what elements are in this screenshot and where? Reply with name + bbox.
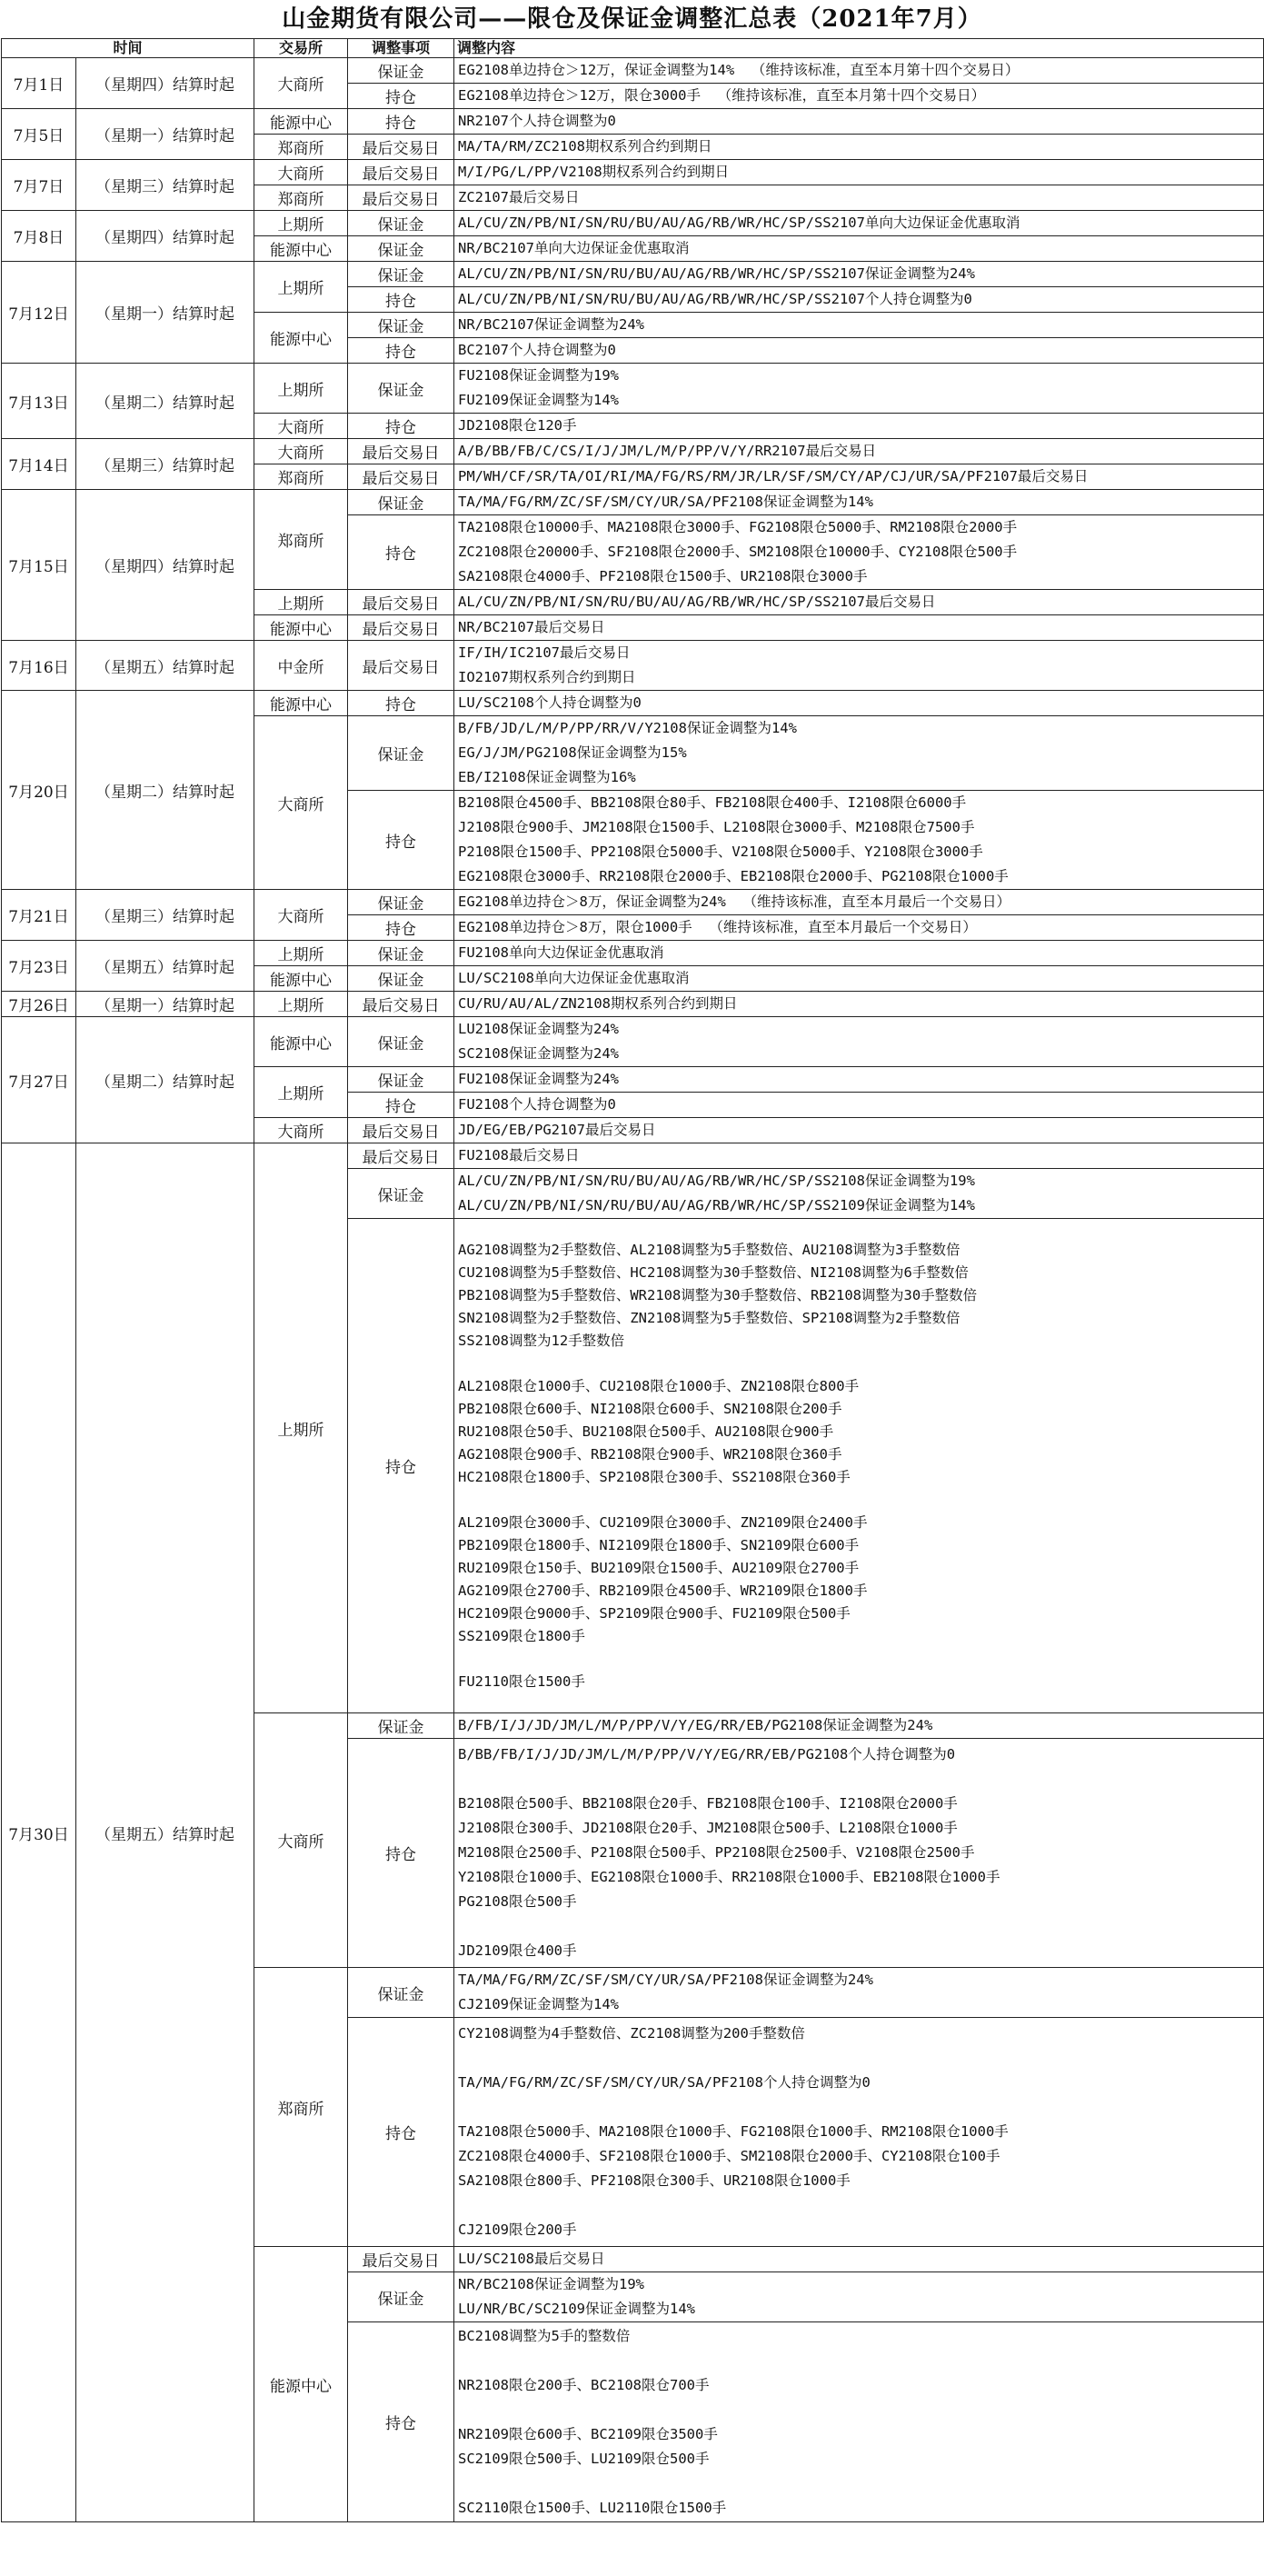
adjustment-type-cell: 保证金 (348, 890, 454, 915)
table-row (2, 1143, 1264, 1169)
exchange-cell: 上期所 (254, 941, 348, 966)
adjustment-content-cell: AL/CU/ZN/PB/NI/SN/RU/BU/AU/AG/RB/WR/HC/SP/SS2108保证金调整为19% AL/CU/ZN/PB/NI/SN/RU/BU/AU/AG/RB/WR/HC/SP/SS2109保证金调整为14% (454, 1169, 1264, 1219)
weekday-cell: （星期二）结算时起 (76, 1017, 254, 1143)
adjustment-type-cell: 最后交易日 (348, 464, 454, 490)
adjustment-type-cell: 最后交易日 (348, 1143, 454, 1169)
adjustment-type-cell: 持仓 (348, 338, 454, 364)
weekday-cell: （星期五）结算时起 (76, 941, 254, 992)
adjustment-type-cell: 持仓 (348, 2018, 454, 2247)
exchange-cell: 能源中心 (254, 615, 348, 641)
weekday-cell: （星期一）结算时起 (76, 109, 254, 160)
adjustment-content-cell: FU2108单向大边保证金优惠取消 (454, 941, 1264, 966)
date-cell: 7月1日 (2, 58, 76, 109)
weekday-cell: （星期五）结算时起 (76, 641, 254, 691)
exchange-cell: 郑商所 (254, 490, 348, 590)
adjustment-content-cell: FU2108保证金调整为19% FU2109保证金调整为14% (454, 364, 1264, 414)
exchange-cell: 大商所 (254, 716, 348, 890)
exchange-cell: 能源中心 (254, 313, 348, 364)
adjustment-type-cell: 最后交易日 (348, 185, 454, 211)
adjustment-type-cell: 持仓 (348, 1219, 454, 1713)
weekday-cell: （星期五）结算时起 (76, 1143, 254, 2522)
adjustment-content-cell: BC2107个人持仓调整为0 (454, 338, 1264, 364)
table-row (2, 211, 1264, 236)
adjustment-type-cell: 最后交易日 (348, 590, 454, 615)
adjustment-type-cell: 保证金 (348, 1713, 454, 1739)
adjustment-content-cell: FU2108个人持仓调整为0 (454, 1093, 1264, 1118)
adjustment-type-cell: 持仓 (348, 109, 454, 135)
table-row (2, 439, 1264, 464)
adjustment-content-cell: LU2108保证金调整为24% SC2108保证金调整为24% (454, 1017, 1264, 1067)
adjustment-type-cell: 持仓 (348, 691, 454, 716)
table-row (2, 691, 1264, 716)
weekday-cell: （星期四）结算时起 (76, 211, 254, 262)
adjustment-content-cell: BC2108调整为5手的整数倍 NR2108限仓200手、BC2108限仓700手 NR2109限仓600手、BC2109限仓3500手 SC2109限仓500手、LU2109限仓500手 SC2110限仓1500手、LU2110限仓1500手 (454, 2322, 1264, 2522)
date-cell: 7月30日 (2, 1143, 76, 2522)
adjustment-type-cell: 持仓 (348, 1739, 454, 1968)
adjustment-content-cell: AG2108调整为2手整数倍、AL2108调整为5手整数倍、AU2108调整为3手整数倍 CU2108调整为5手整数倍、HC2108调整为30手整数倍、NI2108调整为6手整数倍 PB2108调整为5手整数倍、WR2108调整为30手整数倍、RB2108调整为30手整数倍 SN2108调整为2手整数倍、ZN2108调整为5手整数倍、SP2108调整为2手整数倍 SS2108调整为12手整数倍 AL2108限仓1000手、CU2108限仓1000手、ZN2108限仓800手 PB2108限仓600手、NI2108限仓600手、SN2108限仓200手 RU2108限仓50手、BU2108限仓500手、AU2108限仓900手 AG2108限仓900手、RB2108限仓900手、WR2108限仓360手 HC2108限仓1800手、SP2108限仓300手、SS2108限仓360手 AL2109限仓3000手、CU2109限仓3000手、ZN2109限仓2400手 PB2109限仓1800手、NI2109限仓1800手、SN2109限仓600手 RU2109限仓150手、BU2109限仓1500手、AU2109限仓2700手 AG2109限仓2700手、RB2109限仓4500手、WR2109限仓1800手 HC2109限仓9000手、SP2109限仓900手、FU2109限仓500手 SS2109限仓1800手 FU2110限仓1500手 (454, 1219, 1264, 1713)
table-row (2, 1017, 1264, 1067)
date-cell: 7月12日 (2, 262, 76, 364)
adjustment-type-cell: 最后交易日 (348, 160, 454, 185)
adjustment-content-cell: NR/BC2107最后交易日 (454, 615, 1264, 641)
adjustment-content-cell: JD/EG/EB/PG2107最后交易日 (454, 1118, 1264, 1143)
exchange-cell: 大商所 (254, 160, 348, 185)
adjustment-type-cell: 保证金 (348, 966, 454, 992)
date-cell: 7月20日 (2, 691, 76, 890)
adjustment-content-cell: B/FB/I/J/JD/JM/L/M/P/PP/V/Y/EG/RR/EB/PG2108保证金调整为24% (454, 1713, 1264, 1739)
adjustment-type-cell: 最后交易日 (348, 1118, 454, 1143)
exchange-cell: 郑商所 (254, 464, 348, 490)
header-exchange: 交易所 (254, 39, 348, 58)
adjustment-content-cell: NR2107个人持仓调整为0 (454, 109, 1264, 135)
adjustment-type-cell: 保证金 (348, 58, 454, 84)
adjustment-content-cell: EG2108单边持仓＞12万，限仓3000手 （维持该标准，直至本月第十四个交易日） (454, 84, 1264, 109)
adjustment-content-cell: A/B/BB/FB/C/CS/I/J/JM/L/M/P/PP/V/Y/RR2107最后交易日 (454, 439, 1264, 464)
table-row (2, 109, 1264, 135)
exchange-cell: 能源中心 (254, 2247, 348, 2522)
exchange-cell: 中金所 (254, 641, 348, 691)
adjustment-content-cell: MA/TA/RM/ZC2108期权系列合约到期日 (454, 135, 1264, 160)
adjustment-type-cell: 持仓 (348, 84, 454, 109)
table-row (2, 992, 1264, 1017)
adjustment-content-cell: TA2108限仓10000手、MA2108限仓3000手、FG2108限仓5000手、RM2108限仓2000手 ZC2108限仓20000手、SF2108限仓2000手、SM2108限仓10000手、CY2108限仓500手 SA2108限仓4000手、PF2108限仓1500手、UR2108限仓3000手 (454, 515, 1264, 590)
table-row (2, 641, 1264, 691)
adjustment-type-cell: 保证金 (348, 941, 454, 966)
exchange-cell: 郑商所 (254, 1968, 348, 2247)
weekday-cell: （星期二）结算时起 (76, 364, 254, 439)
adjustment-content-cell: EG2108单边持仓＞8万，保证金调整为24% （维持该标准，直至本月最后一个交易日） (454, 890, 1264, 915)
page-title: 山金期货有限公司——限仓及保证金调整汇总表（2021年7月） (282, 5, 982, 33)
header-item: 调整事项 (348, 39, 454, 58)
date-cell: 7月13日 (2, 364, 76, 439)
adjustment-type-cell: 持仓 (348, 287, 454, 313)
exchange-cell: 大商所 (254, 1713, 348, 1968)
adjustment-type-cell: 最后交易日 (348, 135, 454, 160)
adjustment-type-cell: 最后交易日 (348, 992, 454, 1017)
weekday-cell: （星期三）结算时起 (76, 890, 254, 941)
date-cell: 7月27日 (2, 1017, 76, 1143)
date-cell: 7月14日 (2, 439, 76, 490)
adjustment-type-cell: 持仓 (348, 915, 454, 941)
exchange-cell: 能源中心 (254, 691, 348, 716)
exchange-cell: 上期所 (254, 211, 348, 236)
adjustment-type-cell: 保证金 (348, 490, 454, 515)
weekday-cell: （星期三）结算时起 (76, 160, 254, 211)
exchange-cell: 上期所 (254, 1067, 348, 1118)
adjustment-type-cell: 持仓 (348, 791, 454, 890)
adjustment-content-cell: B/BB/FB/I/J/JD/JM/L/M/P/PP/V/Y/EG/RR/EB/PG2108个人持仓调整为0 B2108限仓500手、BB2108限仓20手、FB2108限仓100手、I2108限仓2000手 J2108限仓300手、JD2108限仓20手、JM2108限仓500手、L2108限仓1000手 M2108限仓2500手、P2108限仓500手、PP2108限仓2500手、V2108限仓2500手 Y2108限仓1000手、EG2108限仓1000手、RR2108限仓1000手、EB2108限仓1000手 PG2108限仓500手 JD2109限仓400手 (454, 1739, 1264, 1968)
date-cell: 7月16日 (2, 641, 76, 691)
adjustment-content-cell: IF/IH/IC2107最后交易日 IO2107期权系列合约到期日 (454, 641, 1264, 691)
exchange-cell: 能源中心 (254, 236, 348, 262)
date-cell: 7月26日 (2, 992, 76, 1017)
adjustment-type-cell: 最后交易日 (348, 615, 454, 641)
adjustment-content-cell: CU/RU/AU/AL/ZN2108期权系列合约到期日 (454, 992, 1264, 1017)
table-row (2, 941, 1264, 966)
exchange-cell: 上期所 (254, 1143, 348, 1713)
adjustment-content-cell: NR/BC2107保证金调整为24% (454, 313, 1264, 338)
adjustment-type-cell: 最后交易日 (348, 2247, 454, 2272)
adjustment-content-cell: NR/BC2108保证金调整为19% LU/NR/BC/SC2109保证金调整为14% (454, 2272, 1264, 2322)
adjustment-content-cell: EG2108单边持仓＞12万，保证金调整为14% （维持该标准，直至本月第十四个交易日） (454, 58, 1264, 84)
table-row (2, 58, 1264, 84)
weekday-cell: （星期二）结算时起 (76, 691, 254, 890)
adjustment-content-cell: LU/SC2108最后交易日 (454, 2247, 1264, 2272)
adjustment-content-cell: TA/MA/FG/RM/ZC/SF/SM/CY/UR/SA/PF2108保证金调整为14% (454, 490, 1264, 515)
exchange-cell: 大商所 (254, 1118, 348, 1143)
adjustment-content-cell: B/FB/JD/L/M/P/PP/RR/V/Y2108保证金调整为14% EG/J/JM/PG2108保证金调整为15% EB/I2108保证金调整为16% (454, 716, 1264, 791)
adjustment-content-cell: NR/BC2107单向大边保证金优惠取消 (454, 236, 1264, 262)
adjustment-content-cell: AL/CU/ZN/PB/NI/SN/RU/BU/AU/AG/RB/WR/HC/SP/SS2107最后交易日 (454, 590, 1264, 615)
adjustment-type-cell: 最后交易日 (348, 641, 454, 691)
adjustment-type-cell: 保证金 (348, 716, 454, 791)
exchange-cell: 大商所 (254, 414, 348, 439)
header-content: 调整内容 (454, 39, 1264, 58)
adjustment-type-cell: 保证金 (348, 1017, 454, 1067)
adjustment-content-cell: JD2108限仓120手 (454, 414, 1264, 439)
adjustment-content-cell: FU2108保证金调整为24% (454, 1067, 1264, 1093)
exchange-cell: 上期所 (254, 364, 348, 414)
date-cell: 7月21日 (2, 890, 76, 941)
adjustment-table (1, 38, 1264, 2522)
adjustment-type-cell: 保证金 (348, 1169, 454, 1219)
adjustment-content-cell: FU2108最后交易日 (454, 1143, 1264, 1169)
table-row (2, 160, 1264, 185)
adjustment-content-cell: AL/CU/ZN/PB/NI/SN/RU/BU/AU/AG/RB/WR/HC/SP/SS2107单向大边保证金优惠取消 (454, 211, 1264, 236)
table-body (2, 58, 1264, 2522)
weekday-cell: （星期一）结算时起 (76, 992, 254, 1017)
header-row (2, 39, 1264, 58)
weekday-cell: （星期三）结算时起 (76, 439, 254, 490)
exchange-cell: 大商所 (254, 439, 348, 464)
adjustment-content-cell: AL/CU/ZN/PB/NI/SN/RU/BU/AU/AG/RB/WR/HC/SP/SS2107个人持仓调整为0 (454, 287, 1264, 313)
table-row (2, 890, 1264, 915)
adjustment-type-cell: 保证金 (348, 211, 454, 236)
adjustment-content-cell: M/I/PG/L/PP/V2108期权系列合约到期日 (454, 160, 1264, 185)
date-cell: 7月15日 (2, 490, 76, 641)
exchange-cell: 能源中心 (254, 1017, 348, 1067)
exchange-cell: 上期所 (254, 262, 348, 313)
adjustment-content-cell: LU/SC2108个人持仓调整为0 (454, 691, 1264, 716)
exchange-cell: 大商所 (254, 58, 348, 109)
adjustment-type-cell: 保证金 (348, 1067, 454, 1093)
exchange-cell: 上期所 (254, 590, 348, 615)
weekday-cell: （星期一）结算时起 (76, 262, 254, 364)
exchange-cell: 上期所 (254, 992, 348, 1017)
exchange-cell: 能源中心 (254, 109, 348, 135)
table-row (2, 490, 1264, 515)
adjustment-content-cell: EG2108单边持仓＞8万，限仓1000手 （维持该标准，直至本月最后一个交易日） (454, 915, 1264, 941)
adjustment-type-cell: 持仓 (348, 1093, 454, 1118)
weekday-cell: （星期四）结算时起 (76, 58, 254, 109)
adjustment-type-cell: 持仓 (348, 515, 454, 590)
date-cell: 7月7日 (2, 160, 76, 211)
adjustment-content-cell: TA/MA/FG/RM/ZC/SF/SM/CY/UR/SA/PF2108保证金调整为24% CJ2109保证金调整为14% (454, 1968, 1264, 2018)
table-row (2, 262, 1264, 287)
exchange-cell: 能源中心 (254, 966, 348, 992)
adjustment-type-cell: 保证金 (348, 236, 454, 262)
exchange-cell: 郑商所 (254, 135, 348, 160)
adjustment-type-cell: 保证金 (348, 313, 454, 338)
adjustment-content-cell: CY2108调整为4手整数倍、ZC2108调整为200手整数倍 TA/MA/FG/RM/ZC/SF/SM/CY/UR/SA/PF2108个人持仓调整为0 TA2108限仓5000手、MA2108限仓1000手、FG2108限仓1000手、RM2108限仓1000手 ZC2108限仓4000手、SF2108限仓1000手、SM2108限仓2000手、CY2108限仓100手 SA2108限仓800手、PF2108限仓300手、UR2108限仓1000手 CJ2109限仓200手 (454, 2018, 1264, 2247)
date-cell: 7月5日 (2, 109, 76, 160)
adjustment-type-cell: 保证金 (348, 364, 454, 414)
adjustment-type-cell: 保证金 (348, 262, 454, 287)
adjustment-type-cell: 持仓 (348, 414, 454, 439)
exchange-cell: 郑商所 (254, 185, 348, 211)
adjustment-type-cell: 保证金 (348, 2272, 454, 2322)
adjustment-type-cell: 最后交易日 (348, 439, 454, 464)
date-cell: 7月23日 (2, 941, 76, 992)
date-cell: 7月8日 (2, 211, 76, 262)
exchange-cell: 大商所 (254, 890, 348, 941)
table-row (2, 364, 1264, 414)
header-time: 时间 (2, 39, 254, 58)
adjustment-content-cell: AL/CU/ZN/PB/NI/SN/RU/BU/AU/AG/RB/WR/HC/SP/SS2107保证金调整为24% (454, 262, 1264, 287)
adjustment-type-cell: 持仓 (348, 2322, 454, 2522)
adjustment-content-cell: LU/SC2108单向大边保证金优惠取消 (454, 966, 1264, 992)
adjustment-content-cell: PM/WH/CF/SR/TA/OI/RI/MA/FG/RS/RM/JR/LR/SF/SM/CY/AP/CJ/UR/SA/PF2107最后交易日 (454, 464, 1264, 490)
adjustment-content-cell: ZC2107最后交易日 (454, 185, 1264, 211)
weekday-cell: （星期四）结算时起 (76, 490, 254, 641)
adjustment-type-cell: 保证金 (348, 1968, 454, 2018)
adjustment-content-cell: B2108限仓4500手、BB2108限仓80手、FB2108限仓400手、I2108限仓6000手 J2108限仓900手、JM2108限仓1500手、L2108限仓3000手、M2108限仓7500手 P2108限仓1500手、PP2108限仓5000手、V2108限仓5000手、Y2108限仓3000手 EG2108限仓3000手、RR2108限仓2000手、EB2108限仓2000手、PG2108限仓1000手 (454, 791, 1264, 890)
